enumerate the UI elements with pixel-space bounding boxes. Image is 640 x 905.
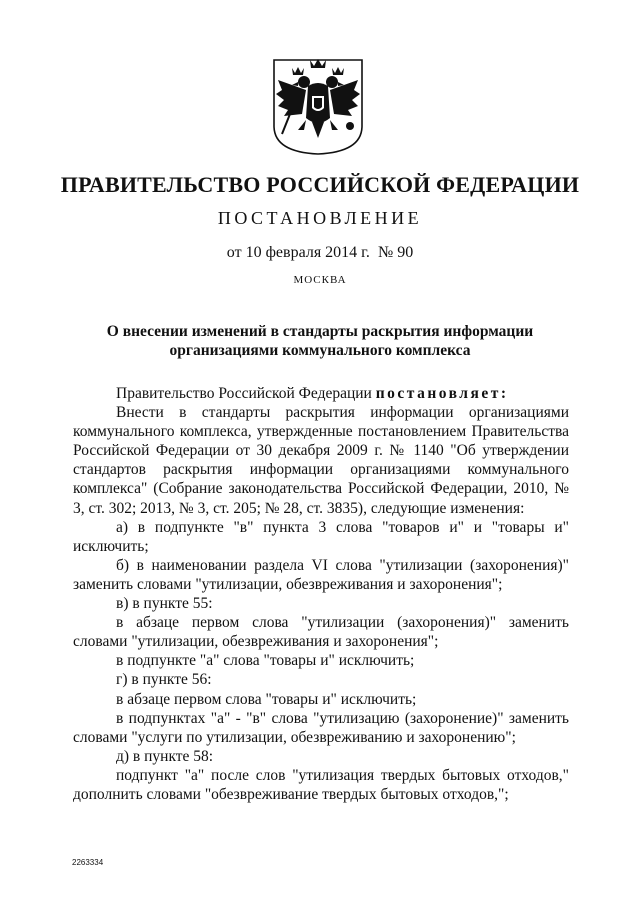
heading-line-1: О внесении изменений в стандарты раскрытия информации [106,323,534,340]
body-paragraph: а) в подпункте "в" пункта 3 слова "товаров и" и "товары и" исключить; [73,518,569,555]
body-paragraph: в подпункте "а" слова "товары и" исключить; [116,652,415,670]
document-body [73,384,569,804]
document-date: от 10 февраля 2014 г. [226,244,370,261]
body-paragraph: г) в пункте 56: [116,671,212,689]
government-title: ПРАВИТЕЛЬСТВО РОССИЙСКОЙ ФЕДЕРАЦИИ [60,172,580,197]
document-number: № 90 [377,244,414,261]
body-paragraph: в) в пункте 55: [116,595,213,613]
heading-line-2: организациями коммунального комплекса [169,342,471,359]
body-paragraph: б) в наименовании раздела VI слова "утилизации (захоронения)" заменить словами "утилизации, обезвреживания и захоронения"; [73,556,569,593]
body-paragraph: в абзаце первом слова "товары и" исключить; [116,690,417,708]
intro-text: Правительство Российской Федерации [116,385,376,402]
body-paragraph: д) в пункте 58: [116,747,214,765]
intro-emphasis: постановляет: [375,385,509,402]
russian-coat-of-arms-icon [272,56,364,156]
body-paragraph: Внести в стандарты раскрытия информации организациями коммунального комплекса, утвержденные постановлением Правительства Российской Федерации от 30 декабря 2009 г. № 1140 "Об утверждении стандартов раскрытия информации организациями коммунального комплекса" (Собрание законодательства Российской Федерации, 2010, № 3, ст. 302; 2013, № 3, ст. 205; № 28, ст. 3835), следующие изменения: [73,404,569,517]
intro-paragraph [73,384,569,403]
document-code: 2263334 [72,858,104,867]
document-city: МОСКВА [293,274,347,286]
body-paragraph: в подпунктах "а" - "в" слова "утилизацию (захоронение)" заменить словами "услуги по утилизации, обезвреживанию и захоронению"; [73,709,569,746]
body-paragraph: подпункт "а" после слов "утилизация твердых бытовых отходов," дополнить словами "обезвреживание твердых бытовых отходов,"; [73,766,569,803]
body-paragraph: в абзаце первом слова "утилизации (захоронения)" заменить словами "утилизации, обезвреживания и захоронения"; [73,614,569,651]
document-heading [0,322,640,360]
document-date-line [0,244,640,262]
document-type: ПОСТАНОВЛЕНИЕ [217,208,423,228]
